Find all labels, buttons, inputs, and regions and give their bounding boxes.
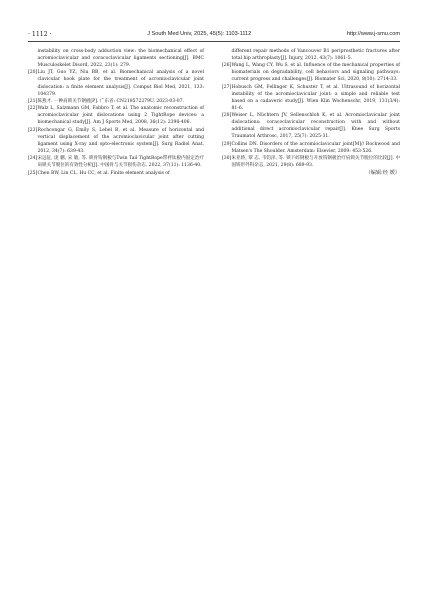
page-header — [28, 28, 400, 40]
reference-item: [20] Liu JT, Guo YZ, Niu BB, et al. Biomechanical analysis of a novel clavicular hook plate for the treatment of acromioclavicular joint dislocation: a finite element analysis[J]. Comput Biol Med, 2021, 133: 104379. — [28, 70, 204, 97]
reference-item: different repair methods of Vancouver B1 periprosthetic fractures after total hip arthroplasty[J]. Injury, 2012, 43(7): 1061-5. — [231, 49, 400, 62]
reference-item: [22] Walz L, Salzmann GM, Fabbro T, et al. The anatomic reconstruction of acromioclavicular joint dislocations using 2 TightRope devices: a biomechanical study[J]. Am J Sports Med, 2008, 36(12): 2398-406. — [28, 106, 204, 126]
reference-item: [26] Wang L, Wang CY, Wu S, et al. Influence of the mechanical properties of biomaterials on degradability, cell behaviors and signaling pathways: current progress and challenges[J]. Biomater Sci, 2020, 8(10): 2714-33. — [222, 63, 400, 83]
references-left-column — [28, 48, 204, 177]
page-number: · 1112 · — [28, 30, 52, 38]
header-rule — [28, 41, 400, 42]
reference-item: [30] 朱亚娇, 覃 志, 韦钧泽, 等. 锁下碎钢板与开放钩钢板治疗肩锁关节脱位的比较[J]. 中国矫形外科杂志, 2021, 29(8): 689-93. — [222, 156, 400, 169]
journal-url: http://www.j-smu.com — [346, 31, 400, 37]
reference-item: [27] Hobusch GM, Fellinger K, Schuster T, et al. Ultrasound of horizontal instability of the acromioclavicular joint: a simple and reliable test based on a cadaveric study[J]. Wien Klin Wochenschr, 2019, 131(3/4): 81-6. — [222, 84, 400, 111]
journal-citation: J South Med Univ, 2025, 45(5): 1103-1112 — [147, 31, 252, 37]
reference-item: [23] Rochcongar G, Emily S, Lebel B, et al. Measure of horizontal and vertical displacement of the acromioclavicular joint after cutting ligament using X-ray and opto-electronic system[J]. Surg Radiol Anat, 2012, 34(7): 639-43. — [28, 127, 204, 154]
reference-item: [29] Collins DN. Disorders of the acromioclavicular joint[M]// Rockwood and Matsen's The Shoulder. Amsterdam: Elsevier, 2009: 453-526. — [222, 141, 400, 154]
reference-item: [24] 宋远征, 庞 鹏, 宋 敏, 等. 锁骨钩钢板与Twin Tail TightRope带袢钛板内固定治疗肩锁关节脱位的有效性分析[J]. 中国骨与关节损伤杂志, 2022, 37(11): 1136-40. — [28, 156, 204, 169]
editor-note: （编辑:经 媛） — [365, 169, 400, 176]
reference-item: [21] 陈燕才. 一种肩锁关节钢板[P]. 广东省: CN218572279U, 2023-03-07. — [28, 98, 184, 104]
reference-item: [25] Chen BW, Lin CL, Hu CC, et al. Finite element analysis of — [28, 170, 170, 176]
reference-item: [28] Weiser L, Nüchtern JV, Sellenschloh K, et al. Acromioclavicular joint dislocations: coracoclavicular reconstruction with and without additional direct acromioclavicular repair[J]. Knee Surg Sports Traumatol Arthrosc, 2017, 25(7): 2025-31. — [222, 113, 400, 140]
reference-item: instability on cross-body adduction view: the biomechanical effect of acromioclavicular and coracoclavicular ligaments sectioning[J]. BMC Musculoskelet Disord, 2022, 23(1): 279. — [37, 49, 204, 69]
references-right-column — [222, 48, 400, 177]
